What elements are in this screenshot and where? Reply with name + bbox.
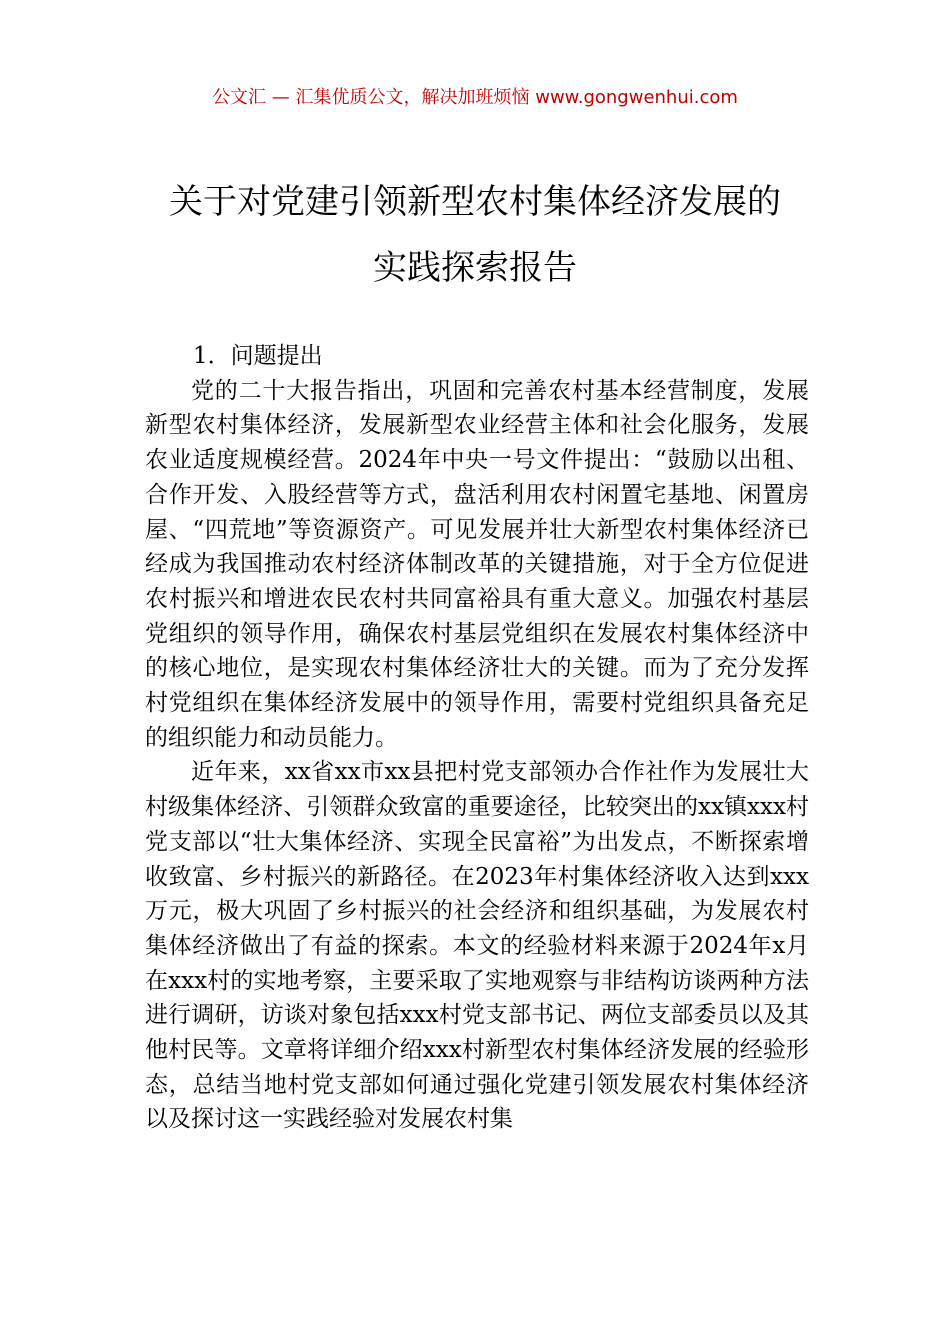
document-title-line-1: 关于对党建引领新型农村集体经济发展的: [169, 182, 781, 222]
document-body: [145, 339, 809, 1137]
section-heading: 1．问题提出: [193, 343, 323, 369]
document-title-line-2: 实践探索报告: [373, 248, 577, 288]
header-banner[interactable]: 公文汇 — 汇集优质公文，解决加班烦恼 www.gongwenhui.com: [212, 87, 738, 108]
paragraph: 党的二十大报告指出，巩固和完善农村基本经营制度，发展新型农村集体经济，发展新型农业经营主体和社会化服务，发展农业适度规模经营。2024年中央一号文件提出：“鼓励以出租、合作开发、入股经营等方式，盘活利用农村闲置宅基地、闲置房屋、“四荒地”等资源资产。可见发展并壮大新型农村集体经济已经成为我国推动农村经济体制改革的关键措施，对于全方位促进农村振兴和增进农民农村共同富裕具有重大意义。加强农村基层党组织的领导作用，确保农村基层党组织在发展农村集体经济中的核心地位，是实现农村集体经济壮大的关键。而为了充分发挥村党组织在集体经济发展中的领导作用，需要村党组织具备充足的组织能力和动员能力。: [145, 377, 809, 751]
paragraph: 近年来，xx省xx市xx县把村党支部领办合作社作为发展壮大村级集体经济、引领群众致富的重要途径，比较突出的xx镇xxx村党支部以“壮大集体经济、实现全民富裕”为出发点，不断探索增收致富、乡村振兴的新路径。在2023年村集体经济收入达到xxx万元，极大巩固了乡村振兴的社会经济和组织基础，为发展农村集体经济做出了有益的探索。本文的经验材料来源于2024年x月在xxx村的实地考察，主要采取了实地观察与非结构访谈两种方法进行调研，访谈对象包括xxx村党支部书记、两位支部委员以及其他村民等。文章将详细介绍xxx村新型农村集体经济发展的经验形态，总结当地村党支部如何通过强化党建引领发展农村集体经济以及探讨这一实践经验对发展农村集: [145, 759, 809, 1133]
